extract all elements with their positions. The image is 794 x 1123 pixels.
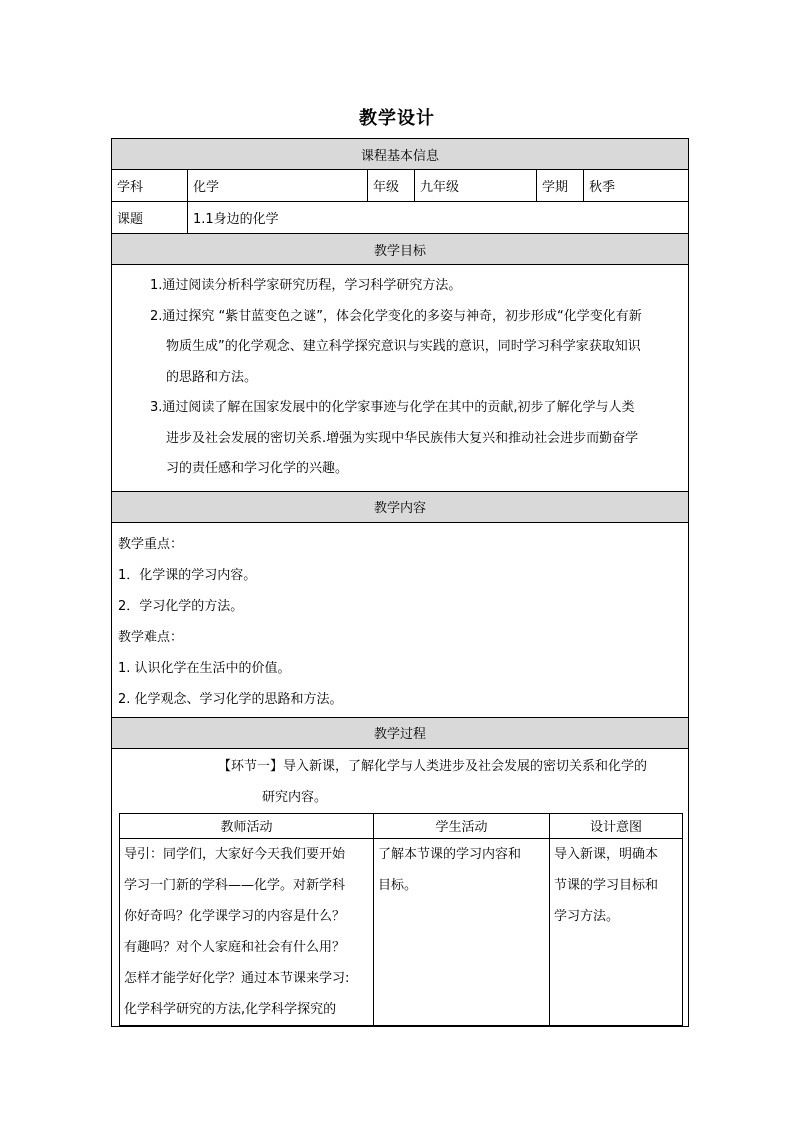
goal-item-2-line-2: 物质生成”的化学观念、建立科学探究意识与实践的意识，同时学习科学家获取知识	[166, 339, 641, 354]
lesson-plan-table	[111, 138, 689, 1027]
goal-item-3-line-2: 进步及社会发展的密切关系.增强为实现中华民族伟大复兴和推动社会进步而勤奋学	[166, 430, 639, 446]
document-title: 教学设计	[359, 108, 435, 129]
difficult-point-1: 1. 认识化学在生活中的价值。	[118, 660, 291, 676]
key-points-label: 教学重点：	[118, 536, 184, 552]
goal-item-3-line-3: 习的责任感和学习化学的兴趣。	[166, 461, 349, 476]
teacher-activity-header: 教师活动	[120, 813, 374, 838]
teacher-line: 学习一门新的学科——化学。对新学科	[124, 877, 346, 893]
process-header: 教学过程	[112, 717, 689, 748]
key-point-2: 2．学习化学的方法。	[118, 598, 244, 614]
intent-line: 导入新课，明确本	[554, 846, 659, 862]
topic-label: 课题	[112, 202, 188, 234]
subject-label: 学科	[112, 170, 188, 202]
subject-value: 化学	[188, 170, 368, 202]
basic-info-header: 课程基本信息	[112, 139, 689, 170]
grade-value: 九年级	[415, 170, 537, 202]
design-intent-cell	[550, 838, 683, 1025]
stage-one-intro-line-2: 研究内容。	[262, 789, 328, 805]
activity-table	[119, 813, 683, 1026]
goal-item-2-line-1: 2.通过探究 “紫甘蓝变色之谜”，体会化学变化的多姿与神奇，初步形成“化学变化有新	[150, 308, 642, 324]
student-line: 了解本节课的学习内容和	[378, 846, 522, 862]
stage-one-intro-line-1: 【环节一】导入新课，了解化学与人类进步及社会发展的密切关系和化学的	[218, 758, 648, 774]
intent-line: 节课的学习目标和	[554, 877, 659, 893]
process-body	[112, 748, 689, 1026]
topic-value: 1.1身边的化学	[188, 202, 689, 234]
intent-line: 学习方法。	[554, 908, 620, 924]
teacher-line: 化学科学研究的方法,化学科学探究的	[124, 1001, 337, 1017]
student-activity-cell	[374, 838, 550, 1025]
content-header: 教学内容	[112, 491, 689, 522]
term-label: 学期	[537, 170, 584, 202]
goals-body	[112, 265, 689, 492]
goal-item-3-line-1: 3.通过阅读了解在国家发展中的化学家事迹与化学在其中的贡献,初步了解化学与人类	[150, 400, 635, 415]
teacher-activity-cell	[120, 838, 374, 1025]
teacher-line: 你好奇吗？化学课学习的内容是什么？	[124, 908, 346, 924]
goal-item-2-line-3: 的思路和方法。	[166, 369, 258, 385]
content-body	[112, 522, 689, 717]
design-intent-header: 设计意图	[550, 813, 683, 838]
teacher-line: 怎样才能学好化学？通过本节课来学习:	[124, 970, 350, 986]
teacher-line: 有趣吗？对个人家庭和社会有什么用？	[124, 939, 346, 955]
teacher-line: 导引：同学们，大家好今天我们要开始	[124, 846, 346, 862]
grade-label: 年级	[368, 170, 415, 202]
goals-header: 教学目标	[112, 234, 689, 265]
term-value: 秋季	[584, 170, 689, 202]
goal-item-1: 1.通过阅读分析科学家研究历程，学习科学研究方法。	[150, 278, 462, 293]
key-point-1: 1．化学课的学习内容。	[118, 567, 257, 583]
student-activity-header: 学生活动	[374, 813, 550, 838]
difficult-point-2: 2. 化学观念、学习化学的思路和方法。	[118, 691, 343, 707]
student-line: 目标。	[378, 877, 418, 893]
difficult-points-label: 教学难点：	[118, 629, 184, 645]
